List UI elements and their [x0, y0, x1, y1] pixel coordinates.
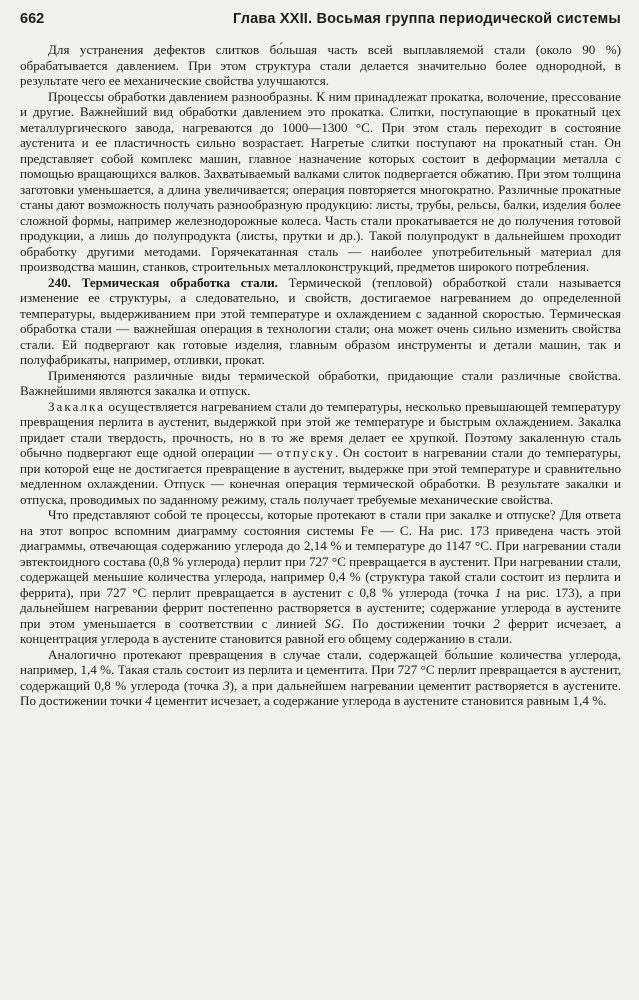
diagram-text-d: феррит исчезает, а концентрация углерода в аустените становится равной его общему содержанию в стали. — [20, 615, 622, 646]
point-3: 3 — [223, 677, 230, 693]
hyper-text-a: Аналогично протекают превращения в случае стали, содержащей бо́льшие количества углерода, например, 1,4 %. Такая сталь состоит из перлита и цементита. При 727 °С перлит превращается в аустенит, содержащий 0,8 % углерода (точка — [20, 646, 621, 693]
paragraph-phase-diagram — [20, 507, 621, 647]
point-1: 1 — [494, 584, 502, 600]
term-tempering: отпуску — [276, 445, 335, 460]
paragraph-heat-treatment — [20, 275, 621, 368]
hyper-text-b: ), а при дальнейшем нагревании цементит растворяется в аустените. По достижении точки — [20, 677, 621, 708]
paragraph-quenching — [20, 399, 621, 508]
paragraph-treatment-types: Применяются различные виды термической обработки, придающие стали различные свойства. Важнейшими являются закалка и отпуск. — [20, 367, 621, 398]
point-2: 2 — [493, 615, 500, 631]
section-heading-240: 240. Термическая обработка стали. — [48, 274, 278, 290]
paragraph-heat-treatment-body: Термической (тепловой) обработкой стали называется изменение ее структуры, а следовательно, и свойств, достигаемое нагреванием до определенной температуры, выдерживанием при этой температуре и охлаждением с заданной скоростью. Термическая обработка стали — важнейшая операция в технологии стали; она может очень сильно изменить свойства стали. Ей подвергают как готовые изделия, главным образом инструменты и детали машин, так и полуфабрикаты, например, отливки, прокат. — [20, 274, 621, 367]
diagram-text-a: Что представляют собой те процессы, которые протекают в стали при закалке и отпуске? Для ответа на этот вопрос вспомним диаграмму состояния системы Fe — С. На рис. 173 приведена часть этой диаграммы, отвечающая содержанию углерода до 2,14 % и температуре до 1147 °С. При нагревании стали эвтектоидного состава (0,8 % углерода) перлит при 727 °С превращается в аустенит. При нагревании стали, содержащей меньшие количества углерода, например 0,4 % (структура такой стали состоит из перлита и феррита), при 727 °С перлит превращается в аустенит с 0,8 % углерода (точка — [20, 507, 621, 600]
diagram-text-b: на рис. 173), а при дальнейшем нагревании феррит постепенно растворяется в аустените; содержание углерода в аустените при этом уменьшается в соответствии с линией — [20, 584, 621, 631]
term-quenching: Закалка — [48, 398, 105, 414]
running-header — [20, 10, 621, 28]
paragraph-hypereutectoid — [20, 647, 621, 709]
diagram-text-c: . По достижении точки — [340, 615, 485, 631]
chapter-title: Глава XXII. Восьмая группа периодической системы — [233, 11, 621, 27]
point-4: 4 — [145, 693, 152, 708]
quenching-text-b: . Он состоит в нагревании стали до температуры, при которой еще не достигается превращение в аустенит, выдержке при этой температуре и сравнительно медленном охлаждении. Отпуск — конечная операция термической обработки. В результате закалки и отпуска, проводимых по заданному режиму, сталь получает требуемые механические свойства. — [20, 445, 621, 507]
paragraph-ingot-defects: Для устранения дефектов слитков бо́льшая часть всей выплавляемой стали (около 90 %) обрабатывается давлением. При этом структура стали делается значительно более однородной, в результате чего ее механические свойства улучшаются. — [20, 42, 621, 88]
paragraph-pressure-processing: Процессы обработки давлением разнообразны. К ним принадлежат прокатка, волочение, прессование и другие. Важнейший вид обработки давлением это прокатка. Слитки, поступающие в прокатный цех металлургического завода, нагреваются до 1000—1300 °С. При этом сталь переходит в состояние аустенита и ее пластичность сильно возрастает. Нагретые слитки поступают на прокатный стан. Он представляет собой комплекс машин, главное назначение которых состоит в деформации металла с помощью вращающихся валков. Захватываемый валками слиток подвергается обжатию. При этом толщина заготовки уменьшается, а длина увеличивается; операция повторяется многократно. Различные прокатные станы дают возможность получать разнообразную продукцию: листы, трубы, рельсы, балки, изделия более сложной формы, например железнодорожные колеса. Часть стали прокатывается не до получения готовой продукции, а лишь до полупродукта (листы, прутки и др.). Такой полупродукт в дальнейшем проходит обработку другими методами. Горячекатанная сталь — наиболее употребительный материал для производства машин, станков, строительных металлоконструкций, предметов широкого потребления. — [20, 88, 621, 274]
quenching-text-a: осуществляется нагреванием стали до температуры, несколько превышающей температуру превращения перлита в аустенит, выдержкой при этой же температуре и быстрым охлаждением. Закалка придает стали твердость, прочность, но в то же время делает ее хрупкой. Поэтому закаленную сталь обычно подвергают еще одной операции — — [20, 398, 621, 460]
page-number: 662 — [20, 11, 45, 27]
line-sg: SG — [324, 615, 341, 631]
hyper-text-c: цементит исчезает, а содержание углерода в аустените становится равным 1,4 %. — [151, 693, 607, 708]
